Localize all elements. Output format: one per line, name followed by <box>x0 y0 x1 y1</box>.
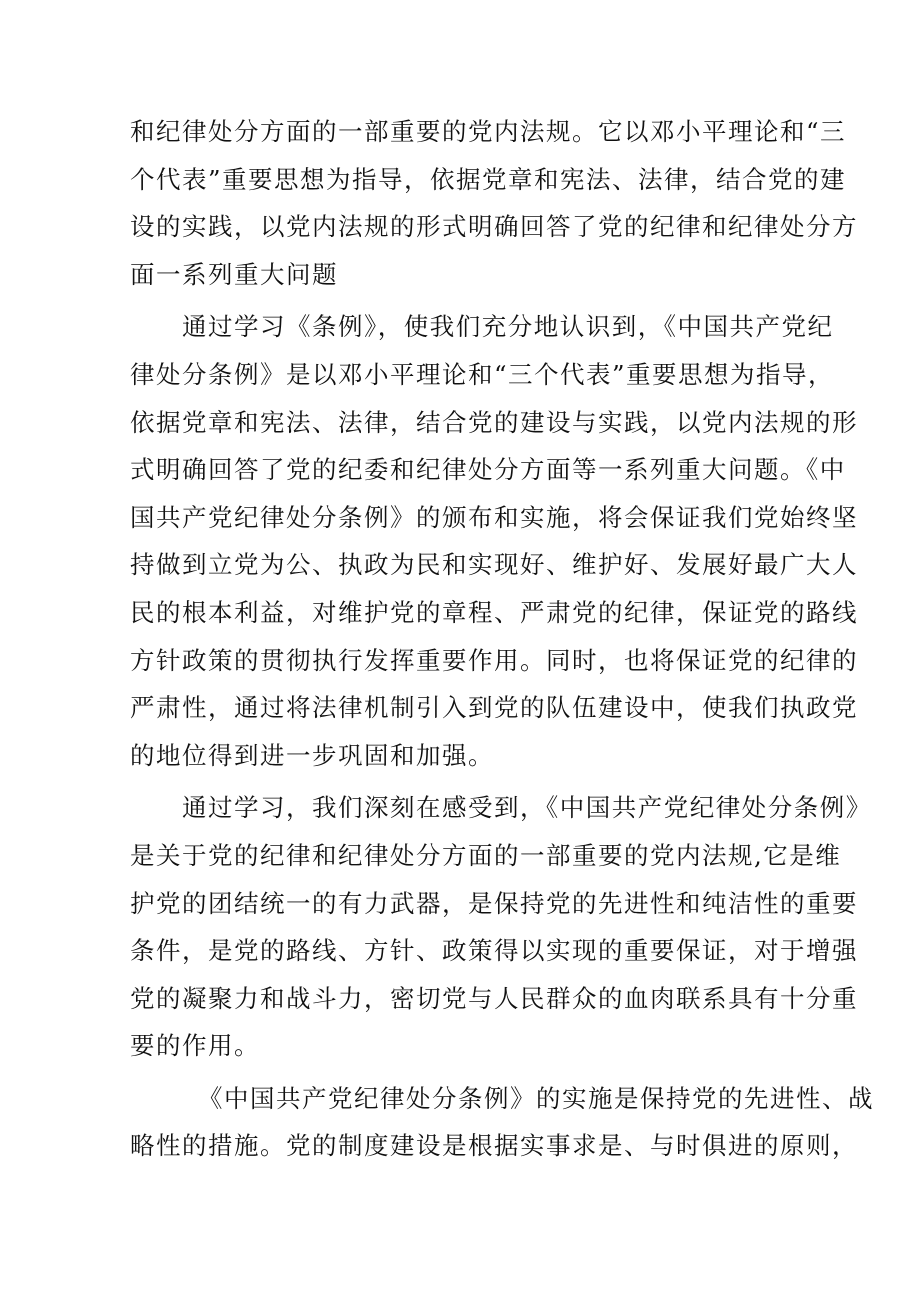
text-line: 式明确回答了党的纪委和纪律处分方面等一系列重大问题。《中 <box>130 455 846 485</box>
text-line: 要的作用。 <box>130 1031 260 1061</box>
text-line: 严肃性，通过将法律机制引入到党的队伍建设中，使我们执政党 <box>130 693 858 723</box>
text-line: 条件，是党的路线、方针、政策得以实现的重要保证，对于增强 <box>130 936 858 966</box>
text-line: 国共产党纪律处分条例》的颁布和实施，将会保证我们党始终坚 <box>130 502 858 532</box>
text-line: 护党的团结统一的有力武器，是保持党的先进性和纯洁性的重要 <box>130 888 858 918</box>
paragraph-3 <box>130 784 872 1070</box>
paragraph-4 <box>130 1075 874 1170</box>
document-body <box>130 108 874 1175</box>
text-line: 面一系列重大问题 <box>130 259 338 289</box>
text-line: 律处分条例》是以邓小平理论和“三个代表”重要思想为指导， <box>130 359 835 389</box>
text-line: 设的实践，以党内法规的形式明确回答了党的纪律和纪律处分方 <box>130 212 858 242</box>
text-line: 和纪律处分方面的一部重要的党内法规。它以邓小平理论和“三 <box>130 117 847 146</box>
text-line: 通过学习《条例》，使我们充分地认识到，《中国共产党纪 <box>182 312 834 342</box>
text-line: 是关于党的纪律和纪律处分方面的一部重要的党内法规,它是维 <box>130 840 842 870</box>
text-line: 个代表”重要思想为指导，依据党章和宪法、法律，结合党的建 <box>130 164 847 194</box>
text-line: 党的凝聚力和战斗力，密切党与人民群众的血肉联系具有十分重 <box>130 983 858 1013</box>
paragraph-2 <box>130 303 858 779</box>
text-line: 的地位得到进一步巩固和加强。 <box>130 740 494 770</box>
text-line: 持做到立党为公、执政为民和实现好、维护好、发展好最广大人 <box>130 550 858 580</box>
text-line: 通过学习，我们深刻在感受到，《中国共产党纪律处分条例》 <box>182 793 872 823</box>
text-line: 依据党章和宪法、法律，结合党的建设与实践，以党内法规的形 <box>130 407 858 437</box>
text-line: 方针政策的贯彻执行发挥重要作用。同时，也将保证党的纪律的 <box>130 645 858 675</box>
text-line: 略性的措施。党的制度建设是根据实事求是、与时俱进的原则， <box>130 1131 858 1161</box>
text-line: 民的根本利益，对维护党的章程、严肃党的纪律，保证党的路线 <box>130 597 858 627</box>
text-line: 《中国共产党纪律处分条例》的实施是保持党的先进性、战 <box>198 1083 874 1113</box>
paragraph-1 <box>130 108 858 298</box>
